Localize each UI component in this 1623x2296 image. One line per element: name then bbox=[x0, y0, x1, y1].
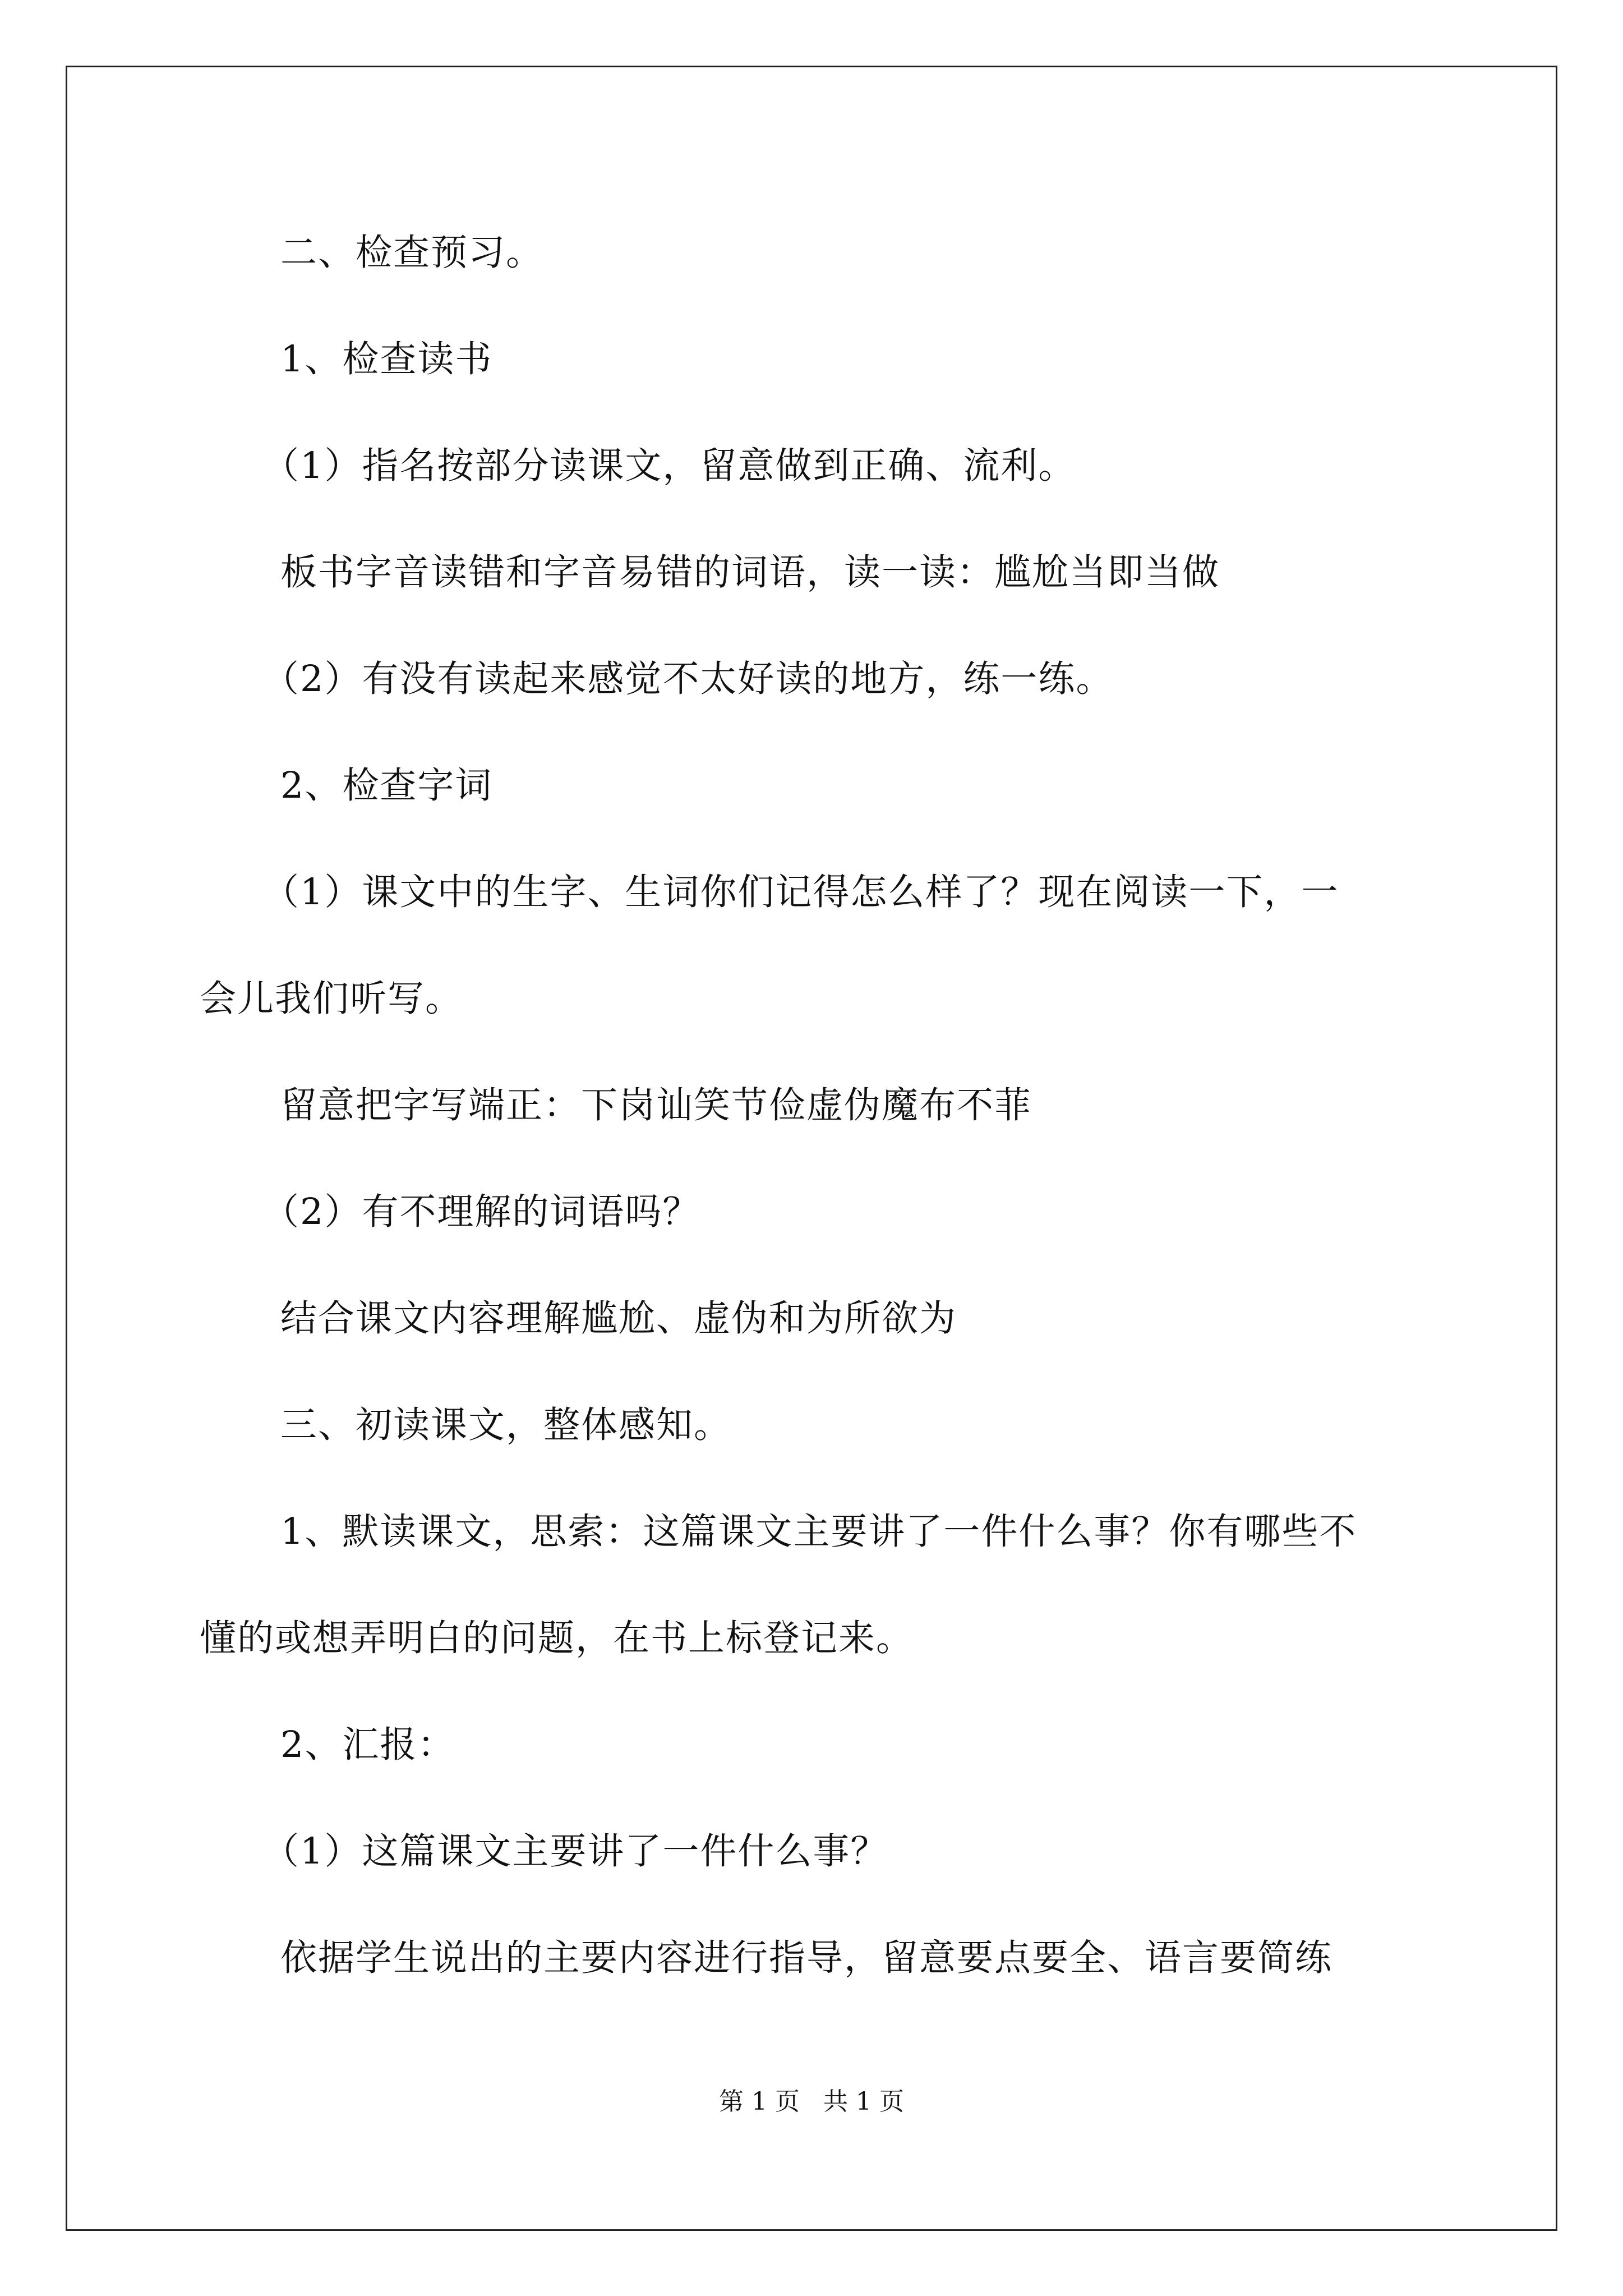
paragraph-line: （1）指名按部分读课文，留意做到正确、流利。 bbox=[262, 445, 1076, 487]
subheading-check-words: 2、检查字词 bbox=[280, 765, 493, 807]
paragraph-line-continued: 会儿我们听写。 bbox=[200, 978, 463, 1020]
paragraph-line: 1、默读课文，思索：这篇课文主要讲了一件什么事？你有哪些不 bbox=[280, 1511, 1357, 1553]
paragraph-line: （1）课文中的生字、生词你们记得怎么样了？现在阅读一下，一 bbox=[262, 871, 1339, 913]
paragraph-line: 留意把字写端正：下岗讪笑节俭虚伪魔布不菲 bbox=[280, 1084, 1032, 1126]
paragraph-line: （2）有没有读起来感觉不太好读的地方，练一练。 bbox=[262, 658, 1114, 700]
paragraph-line: （1）这篇课文主要讲了一件什么事？ bbox=[262, 1830, 888, 1872]
section-heading-first-reading: 三、初读课文，整体感知。 bbox=[280, 1404, 732, 1446]
subheading-report: 2、汇报： bbox=[280, 1724, 455, 1766]
paragraph-line-continued: 懂的或想弄明白的问题，在书上标登记来。 bbox=[200, 1617, 914, 1659]
paragraph-line: 板书字音读错和字音易错的词语，读一读：尴尬当即当做 bbox=[280, 551, 1220, 593]
section-heading-check-preview: 二、检查预习。 bbox=[280, 232, 544, 274]
paragraph-line: 依据学生说出的主要内容进行指导，留意要点要全、语言要简练 bbox=[280, 1937, 1333, 1979]
subheading-check-reading: 1、检查读书 bbox=[280, 338, 493, 380]
paragraph-line: （2）有不理解的词语吗？ bbox=[262, 1191, 700, 1233]
page-border bbox=[66, 66, 1557, 2231]
paragraph-line: 结合课文内容理解尴尬、虚伪和为所欲为 bbox=[280, 1297, 957, 1340]
page-number-footer: 第 1 页 共 1 页 bbox=[719, 2087, 904, 2116]
